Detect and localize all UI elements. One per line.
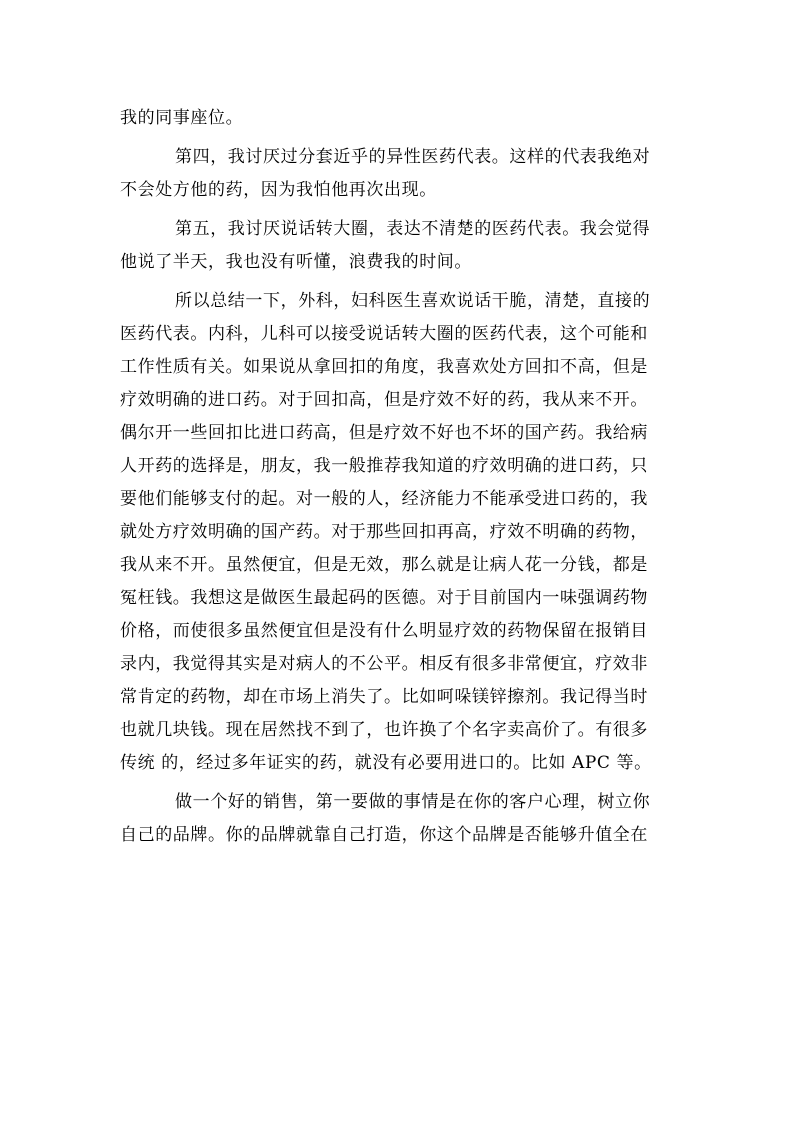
text-line: 工作性质有关。如果说从拿回扣的角度，我喜欢处方回扣不高，但是 — [120, 357, 648, 377]
text-line: 疗效明确的进口药。对于回扣高，但是疗效不好的药，我从来不开。 — [120, 390, 648, 410]
text-line: 自己的品牌。你的品牌就靠自己打造，你这个品牌是否能够升值全在 — [120, 825, 648, 845]
paragraph-start-line: 第五，我讨厌说话转大圈，表达不清楚的医药代表。我会觉得 — [175, 219, 651, 239]
paragraph-start-line: 所以总结一下，外科，妇科医生喜欢说话干脆，清楚，直接的 — [175, 291, 651, 311]
text-line: 录内，我觉得其实是对病人的不公平。相反有很多非常便宜，疗效非 — [120, 654, 648, 674]
paragraph-start-line: 第四，我讨厌过分套近乎的异性医药代表。这样的代表我绝对 — [175, 147, 651, 167]
text-line: 他说了半天，我也没有听懂，浪费我的时间。 — [120, 252, 472, 272]
text-line: 价格，而使很多虽然便宜但是没有什么明显疗效的药物保留在报销目 — [120, 621, 648, 641]
paragraph-start-line: 做一个好的销售，第一要做的事情是在你的客户心理，树立你 — [175, 792, 651, 812]
text-line: 我的同事座位。 — [120, 108, 244, 128]
text-line: 偶尔开一些回扣比进口药高，但是疗效不好也不坏的国产药。我给病 — [120, 423, 648, 443]
text-line: 冤枉钱。我想这是做医生最起码的医德。对于目前国内一味强调药物 — [120, 588, 648, 608]
text-line: 传统 的，经过多年证实的药，就没有必要用进口的。比如 APC 等。 — [120, 753, 652, 773]
text-line: 我从来不开。虽然便宜，但是无效，那么就是让病人花一分钱，都是 — [120, 555, 648, 575]
text-line: 人开药的选择是，朋友，我一般推荐我知道的疗效明确的进口药，只 — [120, 456, 648, 476]
text-line: 要他们能够支付的起。对一般的人，经济能力不能承受进口药的，我 — [120, 489, 648, 509]
body-text — [120, 102, 680, 852]
text-line: 也就几块钱。现在居然找不到了，也许换了个名字卖高价了。有很多 — [120, 720, 648, 740]
text-line: 不会处方他的药，因为我怕他再次出现。 — [120, 180, 437, 200]
text-line: 医药代表。内科，儿科可以接受说话转大圈的医药代表，这个可能和 — [120, 324, 648, 344]
text-line: 就处方疗效明确的国产药。对于那些回扣再高，疗效不明确的药物， — [120, 522, 648, 542]
text-line: 常肯定的药物，却在市场上消失了。比如呵哚镁锌擦剂。我记得当时 — [120, 687, 648, 707]
